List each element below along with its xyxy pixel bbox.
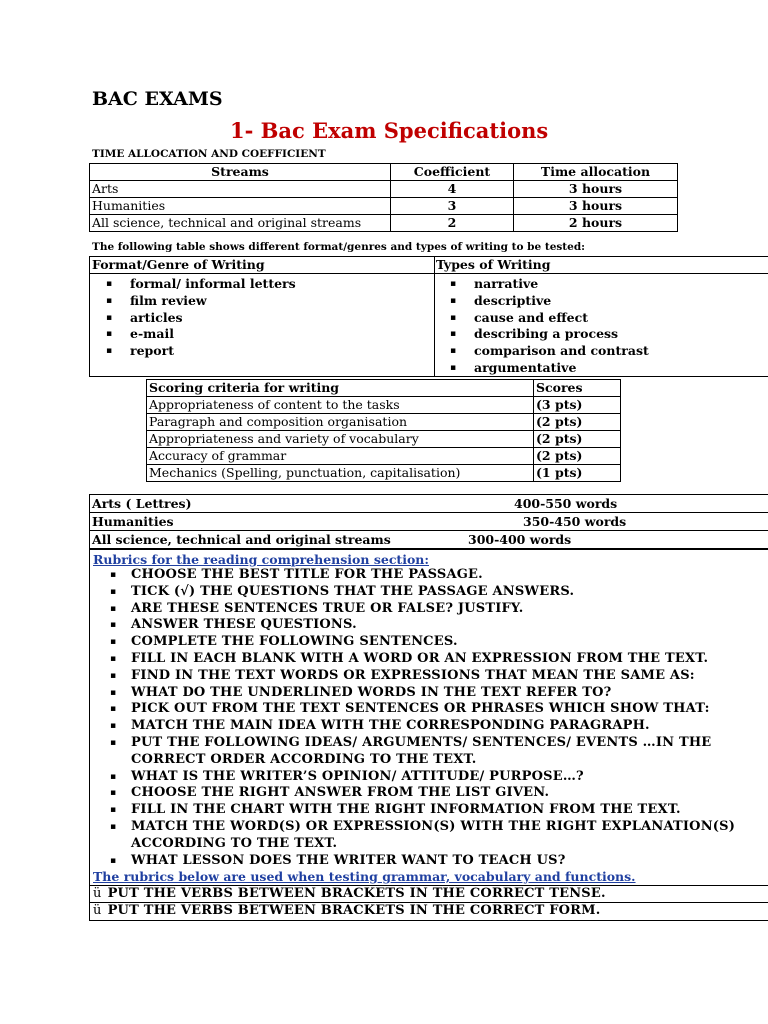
- list-item: ▪ comparison and contrast: [434, 343, 768, 360]
- table-row: [147, 448, 621, 465]
- document-title: BAC EXAMS: [92, 88, 223, 110]
- criterion-cell: Accuracy of grammar: [147, 448, 534, 465]
- criterion-cell: Paragraph and composition organisation: [147, 414, 534, 431]
- grammar-rubrics-list: [90, 885, 768, 919]
- table-row: [90, 513, 768, 531]
- time-cell: 3 hours: [514, 198, 678, 215]
- list-item: ▪ FILL IN THE CHART WITH THE RIGHT INFORMATION FROM THE TEXT.: [90, 802, 750, 819]
- table-row: [90, 198, 678, 215]
- scoring-table: [146, 379, 621, 482]
- checkmark-icon: ü: [93, 886, 102, 901]
- list-item: ▪ articles: [90, 310, 434, 327]
- stream-label: Arts ( Lettres): [92, 496, 192, 511]
- time-cell: 2 hours: [514, 215, 678, 232]
- time-cell: 3 hours: [514, 181, 678, 198]
- table-row: [147, 431, 621, 448]
- column-header: Time allocation: [514, 164, 678, 181]
- reading-rubrics-list: [90, 567, 750, 869]
- list-item: ▪ ARE THESE SENTENCES TRUE OR FALSE? JUSTIFY.: [90, 601, 750, 618]
- score-cell: (2 pts): [534, 431, 621, 448]
- time-allocation-heading: TIME ALLOCATION AND COEFFICIENT: [92, 148, 326, 160]
- list-item: ▪ COMPLETE THE FOLLOWING SENTENCES.: [90, 634, 750, 651]
- list-item: ▪ formal/ informal letters: [90, 276, 434, 293]
- grammar-rubrics-heading: The rubrics below are used when testing grammar, vocabulary and functions.: [93, 869, 636, 884]
- checkmark-icon: ü: [93, 903, 102, 918]
- criterion-cell: Mechanics (Spelling, punctuation, capitalisation): [147, 465, 534, 482]
- table-header-row: [90, 164, 678, 181]
- list-item: ▪ PICK OUT FROM THE TEXT SENTENCES OR PHRASES WHICH SHOW THAT:: [90, 701, 750, 718]
- formats-table: [89, 256, 768, 377]
- list-item: ▪ WHAT IS THE WRITER’S OPINION/ ATTITUDE/ PURPOSE…?: [90, 769, 750, 786]
- stream-cell: Arts: [90, 181, 391, 198]
- list-item: ▪ MATCH THE MAIN IDEA WITH THE CORRESPONDING PARAGRAPH.: [90, 718, 750, 735]
- word-count: 350-450 words: [523, 514, 627, 529]
- list-item: ▪ WHAT LESSON DOES THE WRITER WANT TO TEACH US?: [90, 853, 750, 870]
- column-header: Types of Writing: [434, 257, 768, 274]
- list-item: [90, 885, 768, 902]
- table-row: [147, 397, 621, 414]
- stream-label: Humanities: [92, 514, 174, 529]
- table-row: [90, 495, 768, 513]
- list-item: ▪ TICK (√) THE QUESTIONS THAT THE PASSAGE ANSWERS.: [90, 584, 750, 601]
- list-item: ▪ WHAT DO THE UNDERLINED WORDS IN THE TEXT REFER TO?: [90, 685, 750, 702]
- word-count-table: [89, 494, 768, 549]
- format-genre-column: [90, 257, 435, 376]
- column-header: Scores: [534, 380, 621, 397]
- reading-rubrics-heading: Rubrics for the reading comprehension section:: [93, 552, 429, 567]
- table-row: [147, 414, 621, 431]
- rubric-text: PUT THE VERBS BETWEEN BRACKETS IN THE CORRECT FORM.: [107, 903, 601, 918]
- score-cell: (2 pts): [534, 448, 621, 465]
- list-item: ▪ CHOOSE THE BEST TITLE FOR THE PASSAGE.: [90, 567, 750, 584]
- list-item: [90, 902, 768, 919]
- column-header: Streams: [90, 164, 391, 181]
- criterion-cell: Appropriateness of content to the tasks: [147, 397, 534, 414]
- list-item: ▪ narrative: [434, 276, 768, 293]
- streams-table: [89, 163, 678, 232]
- list-item: ▪ describing a process: [434, 326, 768, 343]
- list-item: ▪ MATCH THE WORD(S) OR EXPRESSION(S) WITH THE RIGHT EXPLANATION(S) ACCORDING TO THE TEXT.: [90, 819, 750, 853]
- types-of-writing-column: [434, 257, 768, 376]
- format-list: [90, 276, 434, 360]
- table-row: [147, 465, 621, 482]
- stream-cell: All science, technical and original streams: [90, 215, 391, 232]
- types-list: [434, 276, 768, 377]
- word-count: 400-550 words: [514, 496, 618, 511]
- score-cell: (2 pts): [534, 414, 621, 431]
- table-row: [90, 215, 678, 232]
- coefficient-cell: 2: [391, 215, 514, 232]
- coefficient-cell: 4: [391, 181, 514, 198]
- list-item: ▪ report: [90, 343, 434, 360]
- rubrics-section: [89, 549, 768, 921]
- list-item: ▪ FIND IN THE TEXT WORDS OR EXPRESSIONS THAT MEAN THE SAME AS:: [90, 668, 750, 685]
- formats-intro: The following table shows different format/genres and types of writing to be tested:: [92, 241, 586, 253]
- list-item: ▪ e-mail: [90, 326, 434, 343]
- word-count: 300-400 words: [468, 532, 572, 547]
- column-header: Format/Genre of Writing: [90, 257, 434, 274]
- specifications-title: 1- Bac Exam Specifications: [230, 118, 549, 143]
- list-item: ▪ film review: [90, 293, 434, 310]
- table-header-row: [147, 380, 621, 397]
- rubric-text: PUT THE VERBS BETWEEN BRACKETS IN THE CORRECT TENSE.: [107, 886, 606, 901]
- list-item: ▪ CHOOSE THE RIGHT ANSWER FROM THE LIST GIVEN.: [90, 785, 750, 802]
- list-item: ▪ descriptive: [434, 293, 768, 310]
- list-item: ▪ ANSWER THESE QUESTIONS.: [90, 617, 750, 634]
- column-header: Scoring criteria for writing: [147, 380, 534, 397]
- score-cell: (1 pts): [534, 465, 621, 482]
- table-row: [90, 531, 768, 548]
- coefficient-cell: 3: [391, 198, 514, 215]
- list-item: ▪ cause and effect: [434, 310, 768, 327]
- stream-label: All science, technical and original streams: [92, 532, 391, 547]
- table-row: [90, 181, 678, 198]
- column-header: Coefficient: [391, 164, 514, 181]
- list-item: ▪ argumentative: [434, 360, 768, 377]
- list-item: ▪ PUT THE FOLLOWING IDEAS/ ARGUMENTS/ SENTENCES/ EVENTS …IN THE CORRECT ORDER ACCORDING TO THE TEXT.: [90, 735, 750, 769]
- stream-cell: Humanities: [90, 198, 391, 215]
- criterion-cell: Appropriateness and variety of vocabulary: [147, 431, 534, 448]
- list-item: ▪ FILL IN EACH BLANK WITH A WORD OR AN EXPRESSION FROM THE TEXT.: [90, 651, 750, 668]
- score-cell: (3 pts): [534, 397, 621, 414]
